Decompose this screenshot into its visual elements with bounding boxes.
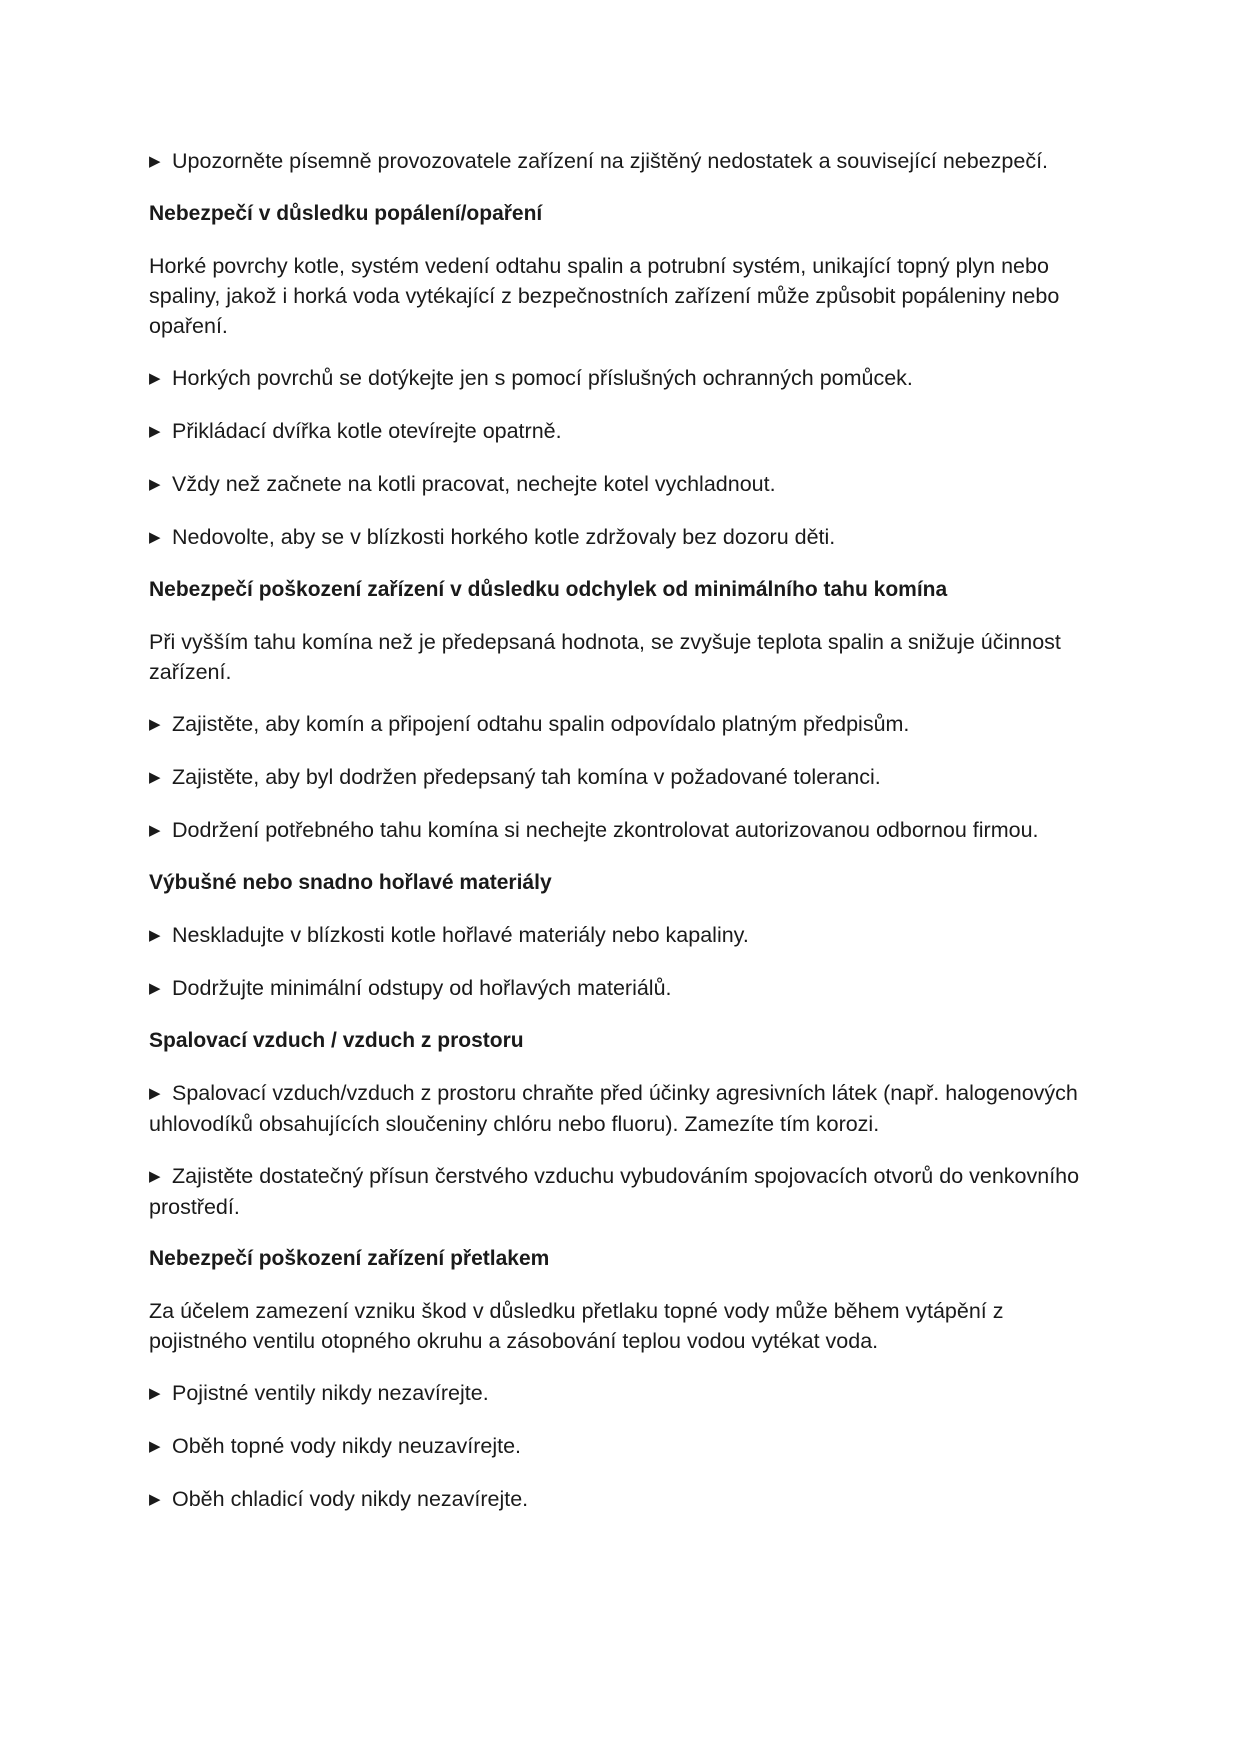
triangle-bullet-icon: ▶ bbox=[149, 1168, 161, 1185]
bullet-item: ▶ Zajistěte, aby byl dodržen předepsaný tah komína v požadované toleranci. bbox=[149, 762, 1089, 793]
triangle-bullet-icon: ▶ bbox=[149, 529, 161, 546]
bullet-item: ▶ Přikládací dvířka kotle otevírejte opatrně. bbox=[149, 416, 1089, 447]
bullet-item: ▶ Dodržení potřebného tahu komína si nechejte zkontrolovat autorizovanou odbornou firmou. bbox=[149, 815, 1089, 846]
triangle-bullet-icon: ▶ bbox=[149, 370, 161, 387]
bullet-item: ▶ Upozorněte písemně provozovatele zařízení na zjištěný nedostatek a související nebezpečí. bbox=[149, 146, 1089, 177]
triangle-bullet-icon: ▶ bbox=[149, 822, 161, 839]
paragraph: Horké povrchy kotle, systém vedení odtahu spalin a potrubní systém, unikající topný plyn nebo spaliny, jakož i horká voda vytékající z bezpečnostních zařízení může způsobit popáleniny nebo opaření. bbox=[149, 254, 1060, 338]
bullet-item: ▶ Horkých povrchů se dotýkejte jen s pomocí příslušných ochranných pomůcek. bbox=[149, 363, 1089, 394]
bullet-item: ▶ Pojistné ventily nikdy nezavírejte. bbox=[149, 1378, 1089, 1409]
triangle-bullet-icon: ▶ bbox=[149, 476, 161, 493]
section-heading: Výbušné nebo snadno hořlavé materiály bbox=[149, 871, 552, 894]
bullet-item: ▶ Oběh topné vody nikdy neuzavírejte. bbox=[149, 1431, 1089, 1462]
triangle-bullet-icon: ▶ bbox=[149, 980, 161, 997]
section-heading: Spalovací vzduch / vzduch z prostoru bbox=[149, 1029, 524, 1052]
triangle-bullet-icon: ▶ bbox=[149, 769, 161, 786]
triangle-bullet-icon: ▶ bbox=[149, 1438, 161, 1455]
bullet-item: ▶ Nedovolte, aby se v blízkosti horkého kotle zdržovaly bez dozoru děti. bbox=[149, 522, 1089, 553]
section-heading: Nebezpečí poškození zařízení v důsledku odchylek od minimálního tahu komína bbox=[149, 578, 948, 601]
section-heading: Nebezpečí poškození zařízení přetlakem bbox=[149, 1247, 550, 1270]
paragraph: Za účelem zamezení vzniku škod v důsledku přetlaku topné vody může během vytápění z pojistného ventilu otopného okruhu a zásobování teplou vodou vytékat voda. bbox=[149, 1299, 1004, 1353]
triangle-bullet-icon: ▶ bbox=[149, 153, 161, 170]
triangle-bullet-icon: ▶ bbox=[149, 927, 161, 944]
section-heading: Nebezpečí v důsledku popálení/opaření bbox=[149, 202, 543, 225]
bullet-item: ▶ Dodržujte minimální odstupy od hořlavých materiálů. bbox=[149, 973, 1089, 1004]
bullet-item: ▶ Zajistěte, aby komín a připojení odtahu spalin odpovídalo platným předpisům. bbox=[149, 709, 1089, 740]
triangle-bullet-icon: ▶ bbox=[149, 1085, 161, 1102]
triangle-bullet-icon: ▶ bbox=[149, 716, 161, 733]
triangle-bullet-icon: ▶ bbox=[149, 1491, 161, 1508]
triangle-bullet-icon: ▶ bbox=[149, 1385, 161, 1402]
document-page bbox=[149, 146, 1089, 1537]
paragraph: Při vyšším tahu komína než je předepsaná hodnota, se zvyšuje teplota spalin a snižuje účinnost zařízení. bbox=[149, 630, 1061, 684]
triangle-bullet-icon: ▶ bbox=[149, 423, 161, 440]
bullet-item: ▶ Vždy než začnete na kotli pracovat, nechejte kotel vychladnout. bbox=[149, 469, 1089, 500]
bullet-item: ▶ Zajistěte dostatečný přísun čerstvého vzduchu vybudováním spojovacích otvorů do venkovního prostředí. bbox=[149, 1164, 1080, 1219]
bullet-item: ▶ Spalovací vzduch/vzduch z prostoru chraňte před účinky agresivních látek (např. halogenových uhlovodíků obsahujících sloučeniny chlóru nebo fluoru). Zamezíte tím korozi. bbox=[149, 1081, 1078, 1136]
bullet-item: ▶ Oběh chladicí vody nikdy nezavírejte. bbox=[149, 1484, 1089, 1515]
bullet-item: ▶ Neskladujte v blízkosti kotle hořlavé materiály nebo kapaliny. bbox=[149, 920, 1089, 951]
